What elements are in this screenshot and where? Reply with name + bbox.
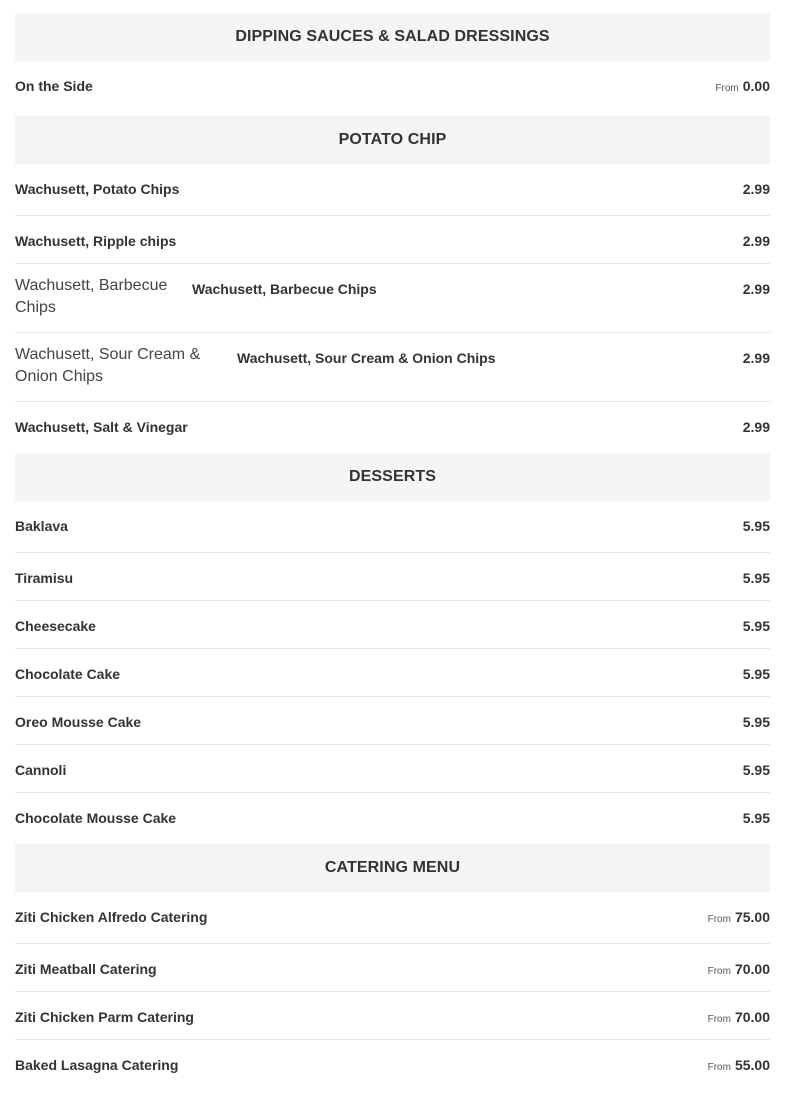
menu-item[interactable] <box>15 892 770 944</box>
item-name: Chocolate Cake <box>15 666 121 682</box>
item-image-broken: Wachusett, Sour Cream & Onion Chips <box>15 346 201 385</box>
item-name: Wachusett, Sour Cream & Onion Chips <box>237 350 496 366</box>
item-price: 2.99 <box>742 233 770 249</box>
item-price: 5.95 <box>742 714 770 730</box>
item-price-group <box>708 961 770 977</box>
menu-item[interactable] <box>15 402 770 453</box>
item-price: 70.00 <box>734 1009 770 1025</box>
menu-item[interactable] <box>15 501 770 553</box>
item-name: Cannoli <box>15 762 67 778</box>
section-title: DIPPING SAUCES & SALAD DRESSINGS <box>235 28 550 45</box>
menu-item[interactable] <box>15 745 770 793</box>
item-name: Chocolate Mousse Cake <box>15 810 177 826</box>
item-image-broken: Wachusett, Barbecue Chips <box>15 277 168 316</box>
menu-item[interactable] <box>15 793 770 844</box>
section-header-catering-menu <box>15 844 770 892</box>
item-price-group <box>708 1057 770 1073</box>
item-name: On the Side <box>15 78 93 94</box>
item-price-group <box>708 1009 770 1025</box>
item-price: 2.99 <box>742 181 770 197</box>
item-name: Tiramisu <box>15 570 74 586</box>
item-price: 5.95 <box>742 762 770 778</box>
item-price: 2.99 <box>742 350 770 366</box>
item-price: 5.95 <box>742 618 770 634</box>
item-name: Ziti Chicken Parm Catering <box>15 1009 194 1025</box>
section-header-dipping-sauces <box>15 13 770 61</box>
section-title: CATERING MENU <box>324 859 461 876</box>
from-label: From <box>715 83 739 94</box>
item-price: 5.95 <box>742 810 770 826</box>
item-price: 5.95 <box>742 666 770 682</box>
item-price: 5.95 <box>742 518 770 534</box>
menu-item[interactable] <box>15 264 770 333</box>
menu-item[interactable] <box>15 601 770 649</box>
item-name: Ziti Chicken Alfredo Catering <box>15 909 208 925</box>
menu-item[interactable] <box>15 553 770 601</box>
menu-item[interactable] <box>15 61 770 116</box>
menu-item[interactable] <box>15 649 770 697</box>
item-name: Wachusett, Ripple chips <box>15 233 177 249</box>
item-price: 2.99 <box>742 281 770 297</box>
menu-item[interactable] <box>15 697 770 745</box>
section-title: DESSERTS <box>348 468 437 485</box>
item-price: 75.00 <box>734 909 770 925</box>
item-price-group <box>708 909 770 925</box>
item-name: Wachusett, Potato Chips <box>15 181 180 197</box>
menu-item[interactable] <box>15 992 770 1040</box>
item-name: Ziti Meatball Catering <box>15 961 157 977</box>
item-price: 2.99 <box>742 419 770 435</box>
from-label: From <box>707 914 731 925</box>
menu-item[interactable] <box>15 944 770 992</box>
menu-item[interactable] <box>15 1040 770 1084</box>
item-name: Oreo Mousse Cake <box>15 714 142 730</box>
menu-item[interactable] <box>15 164 770 216</box>
from-label: From <box>707 1062 731 1073</box>
menu-item[interactable] <box>15 216 770 264</box>
menu-item[interactable] <box>15 333 770 402</box>
item-name: Baklava <box>15 518 68 534</box>
section-header-potato-chip <box>15 116 770 164</box>
item-name: Wachusett, Salt & Vinegar <box>15 419 188 435</box>
from-label: From <box>707 1014 731 1025</box>
item-price: 5.95 <box>742 570 770 586</box>
item-name: Baked Lasagna Catering <box>15 1057 179 1073</box>
section-title: POTATO CHIP <box>338 131 447 148</box>
item-price-group <box>715 78 770 94</box>
item-price: 70.00 <box>734 961 770 977</box>
menu-list <box>0 13 785 1084</box>
from-label: From <box>707 966 731 977</box>
item-name: Cheesecake <box>15 618 96 634</box>
item-price: 55.00 <box>734 1057 770 1073</box>
item-price: 0.00 <box>742 78 770 94</box>
item-name: Wachusett, Barbecue Chips <box>192 281 377 297</box>
section-header-desserts <box>15 453 770 501</box>
